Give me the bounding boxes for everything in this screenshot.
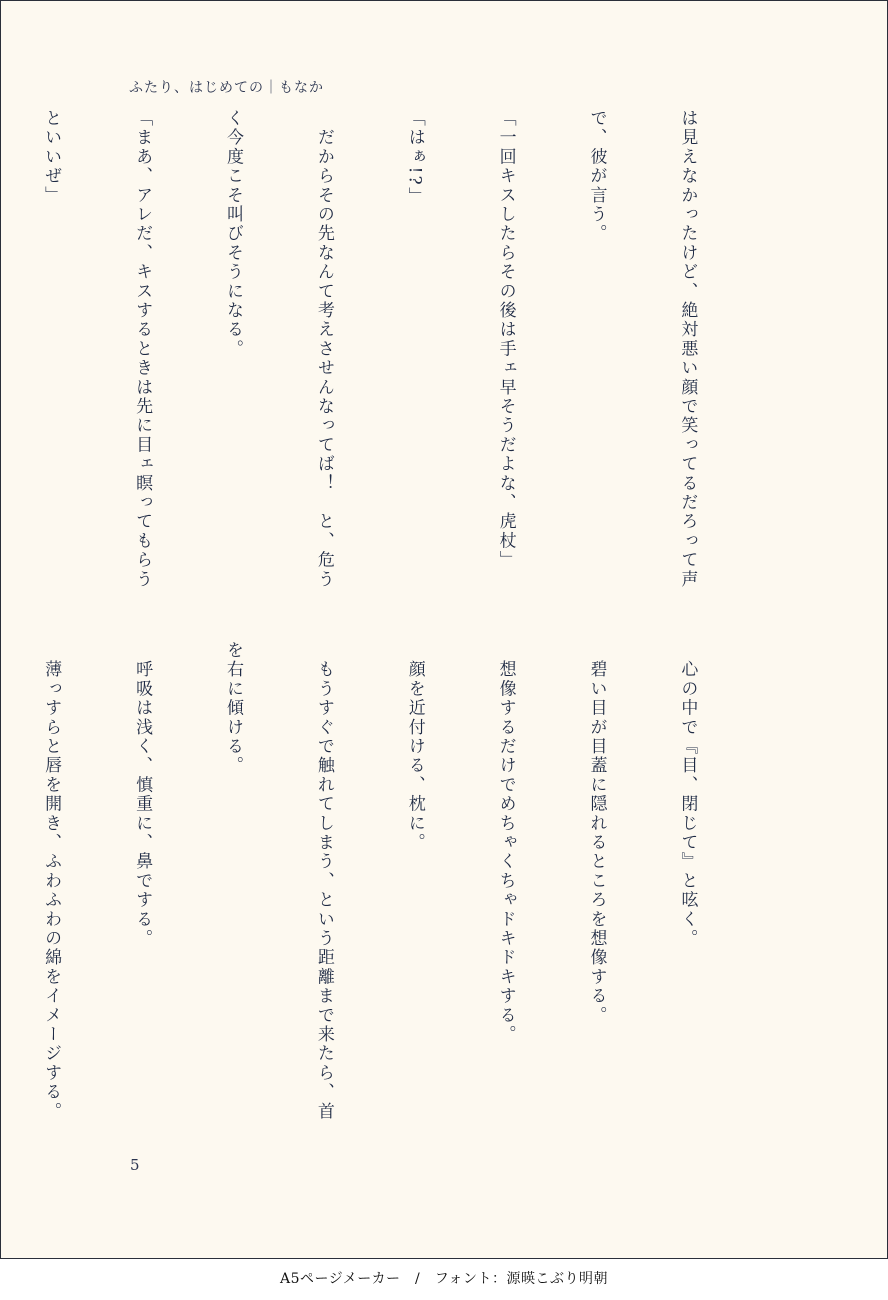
text-line: 心の中で『目、閉じて』と呟く。 [677,641,698,949]
text-line: 薄っすらと唇を開き、ふわふわの綿をイメージする。 [41,641,62,1121]
text-line: は見えなかったけど、絶対悪い顔で笑ってるだろって声 [677,109,698,589]
text-line: 顔を近付ける、枕に。 [404,641,425,853]
running-header: ふたり、はじめての｜もなか [129,80,324,96]
text-line: 「一回キスしたらその後は手ェ早そうだよな、虎杖」 [495,109,516,570]
text-line: もうすぐで触れてしまう、という距離まで来たら、首 [313,641,334,1121]
text-line: といいぜ」 [41,109,62,205]
text-column-top [41,109,763,604]
footer-caption: A5ページメーカー / フォント：源暎こぶり明朝 [0,1259,888,1300]
text-line: で、彼が言う。 [586,109,607,244]
text-line: だからその先なんて考えさせんなってば！ と、危う [313,109,334,589]
text-line: 「まあ、アレだ、キスするときは先に目ェ瞑ってもらう [132,109,153,589]
text-line: 想像するだけでめちゃくちゃドキドキする。 [495,641,516,1045]
text-line: 呼吸は浅く、慎重に、鼻でする。 [132,641,153,949]
text-line: を右に傾ける。 [222,641,243,776]
text-line: 「はぁ!?」 [404,109,425,207]
text-line: 碧い目が目蓋に隠れるところを想像する。 [586,641,607,1025]
text-line: く今度こそ叫びそうになる。 [222,109,243,359]
text-column-bottom [41,641,763,1136]
page-number: 5 [130,1156,140,1174]
